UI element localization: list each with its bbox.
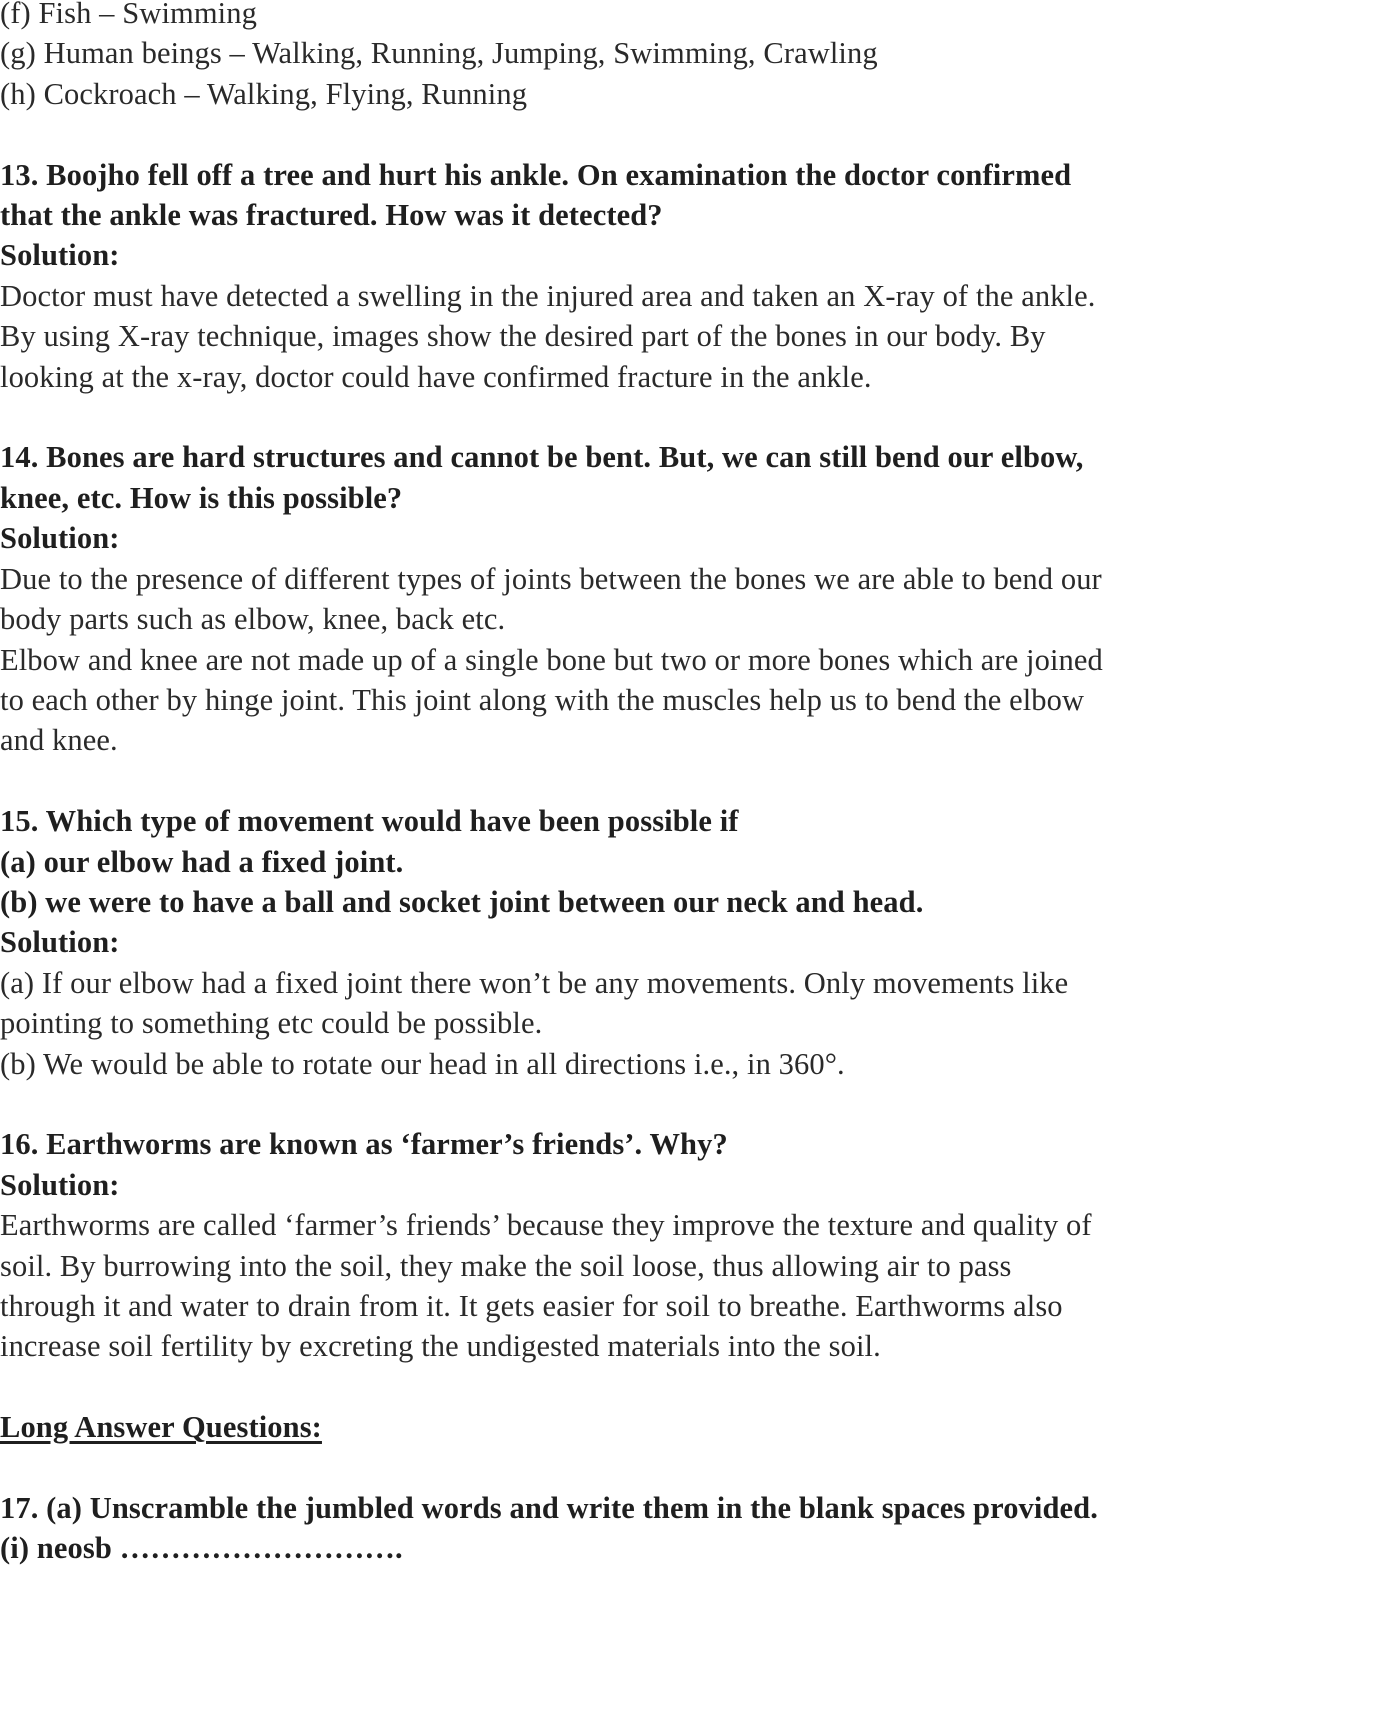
body-text: By using X-ray technique, images show the desired part of the bones in our body. By [0,319,1046,354]
body-text: through it and water to drain from it. It gets easier for soil to breathe. Earthworms also [0,1289,1063,1323]
body-text: Due to the presence of different types of joints between the bones we are able to bend our [0,561,1102,596]
question-text: 17. (a) Unscramble the jumbled words and write them in the blank spaces provided. [0,1491,1098,1526]
blank-line [0,397,1394,437]
solution-label: Solution: [0,521,120,556]
body-text: looking at the x-ray, doctor could have confirmed fracture in the ankle. [0,359,872,394]
body-text: (a) If our elbow had a fixed joint there won’t be any movements. Only movements like [0,965,1069,1000]
body-text: (h) Cockroach – Walking, Flying, Running [0,76,528,111]
blank-line [0,114,1394,154]
body-text: Doctor must have detected a swelling in the injured area and taken an X-ray of the ankle. [0,278,1096,313]
body-text: soil. By burrowing into the soil, they make the soil loose, thus allowing air to pass [0,1248,1012,1283]
question-text: (i) neosb ………………………. [0,1531,403,1566]
body-text: to each other by hinge joint. This joint along with the muscles help us to bend the elbow [0,682,1085,717]
solution-label: Solution: [0,238,120,273]
section-heading-text: Long Answer Questions: [0,1410,322,1445]
question-text: 13. Boojho fell off a tree and hurt his ankle. On examination the doctor confirmed [0,157,1072,192]
question-text: (b) we were to have a ball and socket joint between our neck and head. [0,884,924,919]
question-text: 15. Which type of movement would have been possible if [0,804,739,839]
body-text: body parts such as elbow, knee, back etc. [0,602,506,637]
body-text: increase soil fertility by excreting the undigested materials into the soil. [0,1329,881,1364]
blank-line [0,1367,1394,1407]
question-text: that the ankle was fractured. How was it detected? [0,198,663,233]
solution-label: Solution: [0,1167,120,1202]
question-text: (a) our elbow had a fixed joint. [0,844,404,879]
blank-line [0,1448,1394,1488]
question-text: 16. Earthworms are known as ‘farmer’s friends’. Why? [0,1127,728,1162]
body-text: Elbow and knee are not made up of a single bone but two or more bones which are joined [0,642,1103,677]
body-text: (b) We would be able to rotate our head in all directions i.e., in 360°. [0,1046,845,1081]
body-text: (f) Fish – Swimming [0,0,257,30]
body-text: (g) Human beings – Walking, Running, Jumping, Swimming, Crawling [0,36,878,71]
body-text: and knee. [0,723,118,758]
body-text: Earthworms are called ‘farmer’s friends’ because they improve the texture and quality of [0,1208,1092,1243]
solution-label: Solution: [0,925,120,960]
blank-line [0,761,1394,801]
question-text: knee, etc. How is this possible? [0,480,403,515]
body-text: pointing to something etc could be possible. [0,1006,543,1041]
question-text: 14. Bones are hard structures and cannot be bent. But, we can still bend our elbow, [0,440,1084,475]
blank-line [0,1084,1394,1124]
section-heading [0,1407,1394,1447]
